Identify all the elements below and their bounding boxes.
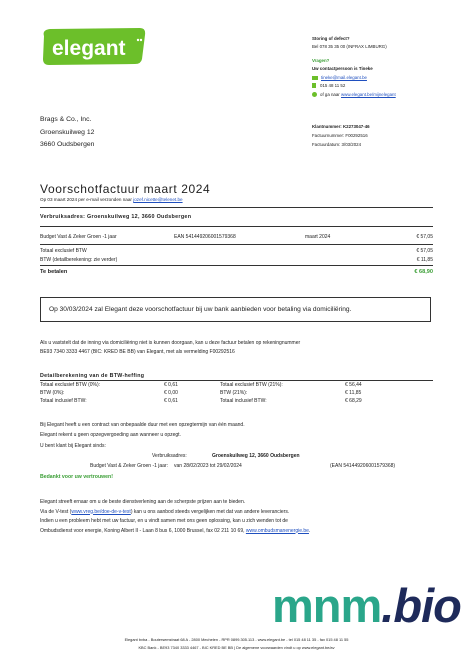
factuurdatum: Factuurdatum: 3/03/2024	[312, 142, 362, 147]
contract-line: Elegant rekent u geen opzegvergoeding aan wanneer u opzegt.	[40, 432, 181, 438]
closing-line	[40, 527, 310, 537]
address-street: Groenskuilweg 12	[40, 128, 95, 136]
btw-cell: Totaal inclusief BTW:	[40, 398, 87, 404]
closing-line: Indien u een probleem hebt met uw factuur, en u vindt samen met ons geen oplossing, kan u zich wenden tot de	[40, 518, 288, 524]
klant-sinds-ean: (EAN 541449206001579368)	[330, 463, 396, 469]
divider	[40, 265, 433, 266]
divider	[40, 244, 433, 245]
klant-sinds-adres-label: Verbruiksadres:	[152, 453, 187, 459]
closing-l4-prefix: Ombudsdienst voor energie, Koning Albert II - Laan 8 bus 6, 1000 Brussel, fax 02 211 10 69,	[40, 527, 245, 534]
btw-cell: Totaal inclusief BTW:	[220, 398, 267, 404]
verbruiksadres: Verbruiksadres: Groenskuilweg 12, 3660 Oudsbergen	[40, 214, 192, 220]
elegant-logo	[40, 26, 148, 68]
domiciliering-text	[40, 339, 300, 357]
web-line	[312, 92, 396, 98]
notice-box	[40, 297, 431, 322]
line-amount: € 57,05	[416, 234, 433, 240]
web-icon	[312, 92, 317, 97]
email-line	[312, 75, 367, 81]
phone-line	[312, 83, 345, 89]
watermark-part1: mnm	[272, 579, 382, 632]
ombudsman-link[interactable]: www.ombudsmanenergie.be	[245, 527, 309, 534]
btw-cell: € 0,61	[164, 398, 178, 404]
te-betalen-label: Te betalen	[40, 269, 68, 275]
btw-cell: € 68,29	[345, 398, 362, 404]
notice-text: Op 30/03/2024 zal Elegant deze voorschotfactuur bij uw bank aanbieden voor betaling via domiciliëring.	[49, 306, 352, 313]
storing-title: Storing of defect?	[312, 36, 350, 41]
domiciliering-line: BE93 7340 3333 4467 (BIC: KRED BE BB) van Elegant, met als vermelding F00292516	[40, 349, 235, 355]
btw-detail-title: Detailberekening van de BTW-heffing	[40, 373, 145, 379]
btw-cell: BTW (0%):	[40, 390, 65, 396]
btw-value: € 11,85	[416, 257, 433, 263]
klant-sinds-product: Budget Vast & Zeker Groen -1 jaar:	[90, 463, 169, 469]
watermark-part2: .bio	[381, 579, 461, 632]
btw-cell: BTW (21%):	[220, 390, 248, 396]
total-excl-label: Totaal exclusief BTW	[40, 248, 87, 254]
closing-l2-prefix: Via de V-test (	[40, 508, 72, 515]
line-ean: EAN 541449206001579368	[174, 234, 236, 240]
domiciliering-line: Als u vaststelt dat de inning via domiciliëring niet is kunnen doorgaan, kan u deze factuur betalen op rekeningnummer	[40, 340, 301, 346]
te-betalen-row	[40, 269, 433, 275]
btw-detail-row	[40, 382, 433, 390]
phone-icon	[312, 83, 316, 88]
contactpersoon: Uw contactpersoon is Tineke	[312, 66, 373, 71]
line-period: maart 2024	[305, 234, 331, 240]
divider	[40, 207, 433, 208]
btw-detail-table	[40, 382, 433, 406]
closing-line	[40, 508, 310, 518]
vragen-title: Vragen?	[312, 58, 330, 63]
btw-cell: € 11,85	[345, 390, 362, 396]
closing-l2-suffix: ) kan u ons aanbod steeds vergelijken met dat van andere leveranciers.	[130, 508, 290, 515]
footer	[0, 636, 473, 652]
te-betalen-value: € 68,90	[414, 269, 433, 275]
klantnummer: Klantnummer: K2273047-46	[312, 124, 370, 129]
web-prefix: of ga naar	[320, 92, 340, 97]
btw-detail-row	[40, 398, 433, 406]
address-name: Brags & Co., Inc.	[40, 116, 92, 123]
line-item	[40, 234, 433, 240]
factuurnummer: Factuurnummer: F00292516	[312, 133, 368, 138]
subtitle-email[interactable]: jozef.nicette@telenet.be	[133, 197, 183, 202]
btw-label: BTW (detailberekening: zie verder)	[40, 257, 118, 263]
thanks-text: Bedankt voor uw vertrouwen!	[40, 474, 113, 480]
footer-line: Elegant bvba - Boutersemstraat 68 A - 2800 Mechelen - RPR 0899.305.113 - www.elegant.be - tel 015 48 11 35 - fax 015 48 11 55	[124, 637, 349, 642]
recipient-address	[40, 114, 94, 152]
vtest-link[interactable]: www.vreg.be/doe-de-v-test	[71, 508, 131, 515]
page-title: Voorschotfactuur maart 2024	[40, 182, 211, 196]
btw-cell: Totaal exclusief BTW (0%):	[40, 382, 101, 388]
btw-cell: € 56,44	[345, 382, 362, 388]
mail-icon	[312, 76, 318, 80]
btw-detail-row	[40, 390, 433, 398]
subtitle	[40, 197, 183, 202]
klant-sinds-adres-value: Groenskuilweg 12, 3660 Oudsbergen	[212, 453, 300, 459]
subtitle-prefix: Op 03 maart 2024 per e-mail verzonden naar	[40, 197, 132, 202]
address-city: 3660 Oudsbergen	[40, 141, 95, 148]
total-excl-value: € 57,05	[416, 248, 433, 254]
total-excl-row	[40, 248, 433, 254]
klant-sinds-period: van 28/02/2023 tot 29/02/2024	[174, 463, 242, 469]
klant-sinds-intro: U bent klant bij Elegant sinds:	[40, 443, 106, 449]
footer-line: KBC Bank - BE93 7340 3333 4467 - BIC KRED BE BB | De algemene voorwaarden vindt u op www.elegant.be/av	[138, 645, 335, 650]
btw-cell: Totaal exclusief BTW (21%):	[220, 382, 283, 388]
btw-row	[40, 257, 433, 263]
web-link[interactable]: www.elegant.be/mijnelegant	[341, 92, 396, 97]
line-desc: Budget Vast & Zeker Groen -1 jaar	[40, 234, 117, 240]
storing-text: Bel 078 35 35 00 (INFRAX LIMBURG)	[312, 44, 387, 49]
btw-cell: € 0,61	[164, 382, 178, 388]
closing-line: Elegant streeft ernaar om u de beste dienstverlening aan de scherpste prijzen aan te bieden.	[40, 499, 246, 505]
watermark-logo	[272, 579, 461, 632]
closing-l4-suffix: .	[308, 527, 311, 534]
divider	[40, 226, 433, 227]
divider	[40, 380, 433, 381]
email-link[interactable]: tineke@mail.elegant.be	[321, 75, 367, 80]
svg-text:elegant: elegant	[52, 37, 126, 60]
phone-number: 015 48 11 52	[320, 83, 346, 88]
btw-cell: € 0,00	[164, 390, 178, 396]
contract-text	[40, 420, 245, 440]
closing-text	[40, 498, 310, 536]
contract-line: Bij Elegant heeft u een contract van onbepaalde duur met een opzegtermijn van één maand.	[40, 422, 245, 428]
